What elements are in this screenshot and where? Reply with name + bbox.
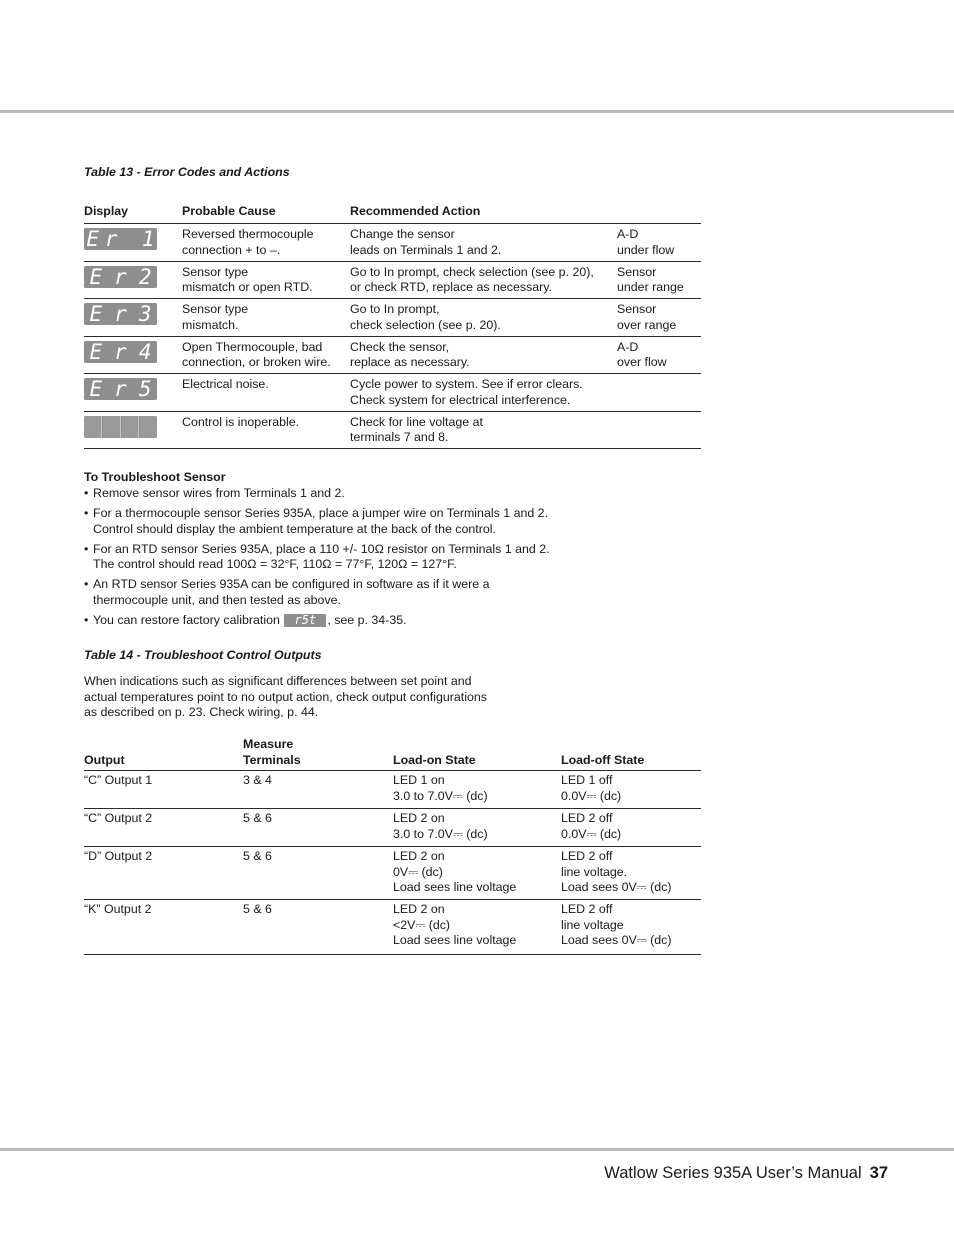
state-line: LED 2 on — [393, 811, 445, 825]
state-line: LED 2 off — [561, 902, 613, 916]
terminals: 3 & 4 — [243, 773, 272, 787]
lcd-digit: 2 — [133, 266, 157, 288]
load-off-state — [561, 773, 621, 804]
list-item-text: thermocouple unit, and then tested as above. — [93, 592, 341, 607]
intro-line: actual temperatures point to no output action, check output configurations — [84, 689, 487, 704]
page-number: 37 — [869, 1164, 888, 1182]
table14-caption: Table 14 - Troubleshoot Control Outputs — [84, 648, 322, 662]
note-line: A-D — [617, 227, 639, 241]
action-line: check selection (see p. 20). — [350, 317, 501, 332]
action-line: Change the sensor — [350, 227, 455, 241]
lcd-digit: 4 — [133, 341, 157, 363]
state-line: Load sees 0V⎓ (dc) — [561, 880, 672, 894]
footer-title: Watlow Series 935A User’s Manual — [604, 1164, 862, 1182]
terminals: 5 & 6 — [243, 902, 272, 916]
bottom-rule — [0, 1148, 954, 1151]
action-line: Check for line voltage at — [350, 414, 483, 429]
header-line: Measure — [243, 737, 294, 751]
action-line: Go to In prompt, — [350, 302, 440, 316]
page-footer — [604, 1163, 888, 1183]
state-line: Load sees 0V⎓ (dc) — [561, 933, 672, 947]
intro-line: as described on p. 23. Check wiring, p. 44. — [84, 705, 319, 719]
recommended-action — [350, 415, 483, 446]
lcd-digit: E — [84, 266, 108, 288]
cause-line: connection + to –. — [182, 242, 281, 257]
output-name: “K” Output 2 — [84, 902, 152, 916]
lcd-digit — [121, 228, 139, 250]
table-row — [84, 299, 701, 337]
recommended-action — [350, 265, 594, 296]
lcd-digit: r — [109, 303, 133, 325]
note-line: over flow — [617, 355, 667, 369]
probable-cause — [182, 340, 331, 371]
list-item-text: , see p. 34-35. — [327, 612, 407, 627]
state-line: LED 2 on — [393, 849, 445, 863]
restore-code-display: r5t — [284, 614, 326, 627]
cause-line: Sensor type — [182, 264, 249, 279]
error-display-er2 — [84, 266, 157, 288]
header-output: Output — [84, 752, 125, 767]
note-line: Sensor — [617, 302, 657, 316]
header-display: Display — [84, 204, 129, 218]
load-off-state — [561, 849, 671, 896]
action-line: Check system for electrical interference. — [350, 392, 571, 407]
probable-cause — [182, 377, 269, 393]
action-line: Check the sensor, — [350, 339, 450, 354]
header-load-off: Load-off State — [561, 752, 645, 767]
lcd-digit: 1 — [140, 228, 158, 250]
table-header-row — [84, 204, 701, 224]
error-display-er4 — [84, 341, 157, 363]
state-line: Load sees line voltage — [393, 880, 517, 894]
lcd-digit: E — [84, 341, 108, 363]
lcd-digit — [103, 416, 121, 438]
error-note — [617, 340, 667, 371]
lcd-digit: E — [84, 378, 108, 400]
lcd-digit: 5 — [133, 378, 157, 400]
table-row — [84, 262, 701, 300]
table-row — [84, 337, 701, 375]
state-line: 0V⎓ (dc) — [393, 864, 443, 879]
note-line: under range — [617, 280, 684, 294]
note-line: over range — [617, 317, 677, 332]
state-line: LED 1 on — [393, 773, 445, 787]
probable-cause — [182, 415, 299, 431]
list-item — [84, 542, 604, 573]
error-note — [617, 265, 684, 296]
load-off-state — [561, 902, 671, 949]
cause-line: Reversed thermocouple — [182, 227, 314, 241]
state-line: <2V⎓ (dc) — [393, 917, 451, 932]
list-item-text: Control should display the ambient temperature at the back of the control. — [93, 521, 496, 536]
output-name: “C” Output 2 — [84, 811, 153, 825]
load-off-state — [561, 811, 621, 842]
troubleshoot-heading: To Troubleshoot Sensor — [84, 470, 226, 484]
terminals: 5 & 6 — [243, 849, 272, 863]
recommended-action — [350, 340, 470, 371]
error-display-er5 — [84, 378, 157, 400]
list-item — [84, 613, 604, 629]
cause-line: Sensor type — [182, 302, 249, 316]
lcd-digit: E — [84, 228, 102, 250]
error-note — [617, 227, 674, 258]
cause-line: Open Thermocouple, bad — [182, 339, 323, 354]
state-line: line voltage. — [561, 864, 628, 879]
error-note — [617, 302, 676, 333]
state-line: LED 1 off — [561, 773, 613, 787]
terminals: 5 & 6 — [243, 811, 272, 825]
table-row — [84, 809, 701, 847]
blank-display — [84, 416, 157, 438]
action-line: leads on Terminals 1 and 2. — [350, 242, 502, 257]
action-line: Go to In prompt, check selection (see p. 20), — [350, 264, 594, 279]
header-recommended-action: Recommended Action — [350, 204, 481, 218]
cause-line: Electrical noise. — [182, 377, 269, 391]
state-line: 3.0 to 7.0V⎓ (dc) — [393, 788, 488, 803]
probable-cause — [182, 265, 313, 296]
table-row — [84, 412, 701, 450]
list-item-text: • For a thermocouple sensor Series 935A, place a jumper wire on Terminals 1 and 2. — [93, 506, 549, 520]
state-line: LED 2 on — [393, 902, 445, 916]
top-rule — [0, 110, 954, 113]
table-row — [84, 900, 701, 955]
recommended-action — [350, 227, 501, 258]
state-line: 0.0V⎓ (dc) — [561, 826, 622, 841]
action-line: Cycle power to system. See if error clears. — [350, 377, 583, 391]
list-item — [84, 577, 604, 608]
header-line: Terminals — [243, 752, 301, 767]
header-probable-cause: Probable Cause — [182, 204, 276, 218]
state-line: 3.0 to 7.0V⎓ (dc) — [393, 826, 488, 841]
load-on-state — [393, 773, 488, 804]
error-codes-table — [84, 204, 701, 449]
header-measure-terminals — [243, 737, 301, 768]
error-display-er1 — [84, 228, 157, 250]
cause-line: Control is inoperable. — [182, 414, 300, 429]
load-on-state — [393, 902, 516, 949]
lcd-digit — [84, 416, 102, 438]
probable-cause — [182, 227, 314, 258]
lcd-digit: 3 — [133, 303, 157, 325]
note-line: A-D — [617, 339, 639, 354]
cause-line: connection, or broken wire. — [182, 355, 331, 369]
lcd-digit — [122, 416, 140, 438]
control-outputs-table — [84, 735, 701, 955]
table-row — [84, 847, 701, 900]
recommended-action — [350, 302, 501, 333]
note-line: Sensor — [617, 264, 657, 279]
output-name: “C” Output 1 — [84, 773, 153, 787]
lcd-digit — [140, 416, 157, 438]
lcd-digit: E — [84, 303, 108, 325]
lcd-digit: r — [103, 228, 121, 250]
state-line: Load sees line voltage — [393, 933, 517, 947]
load-on-state — [393, 811, 488, 842]
probable-cause — [182, 302, 248, 333]
table14-intro — [84, 674, 504, 721]
lcd-digit: r — [109, 266, 133, 288]
header-load-on: Load-on State — [393, 752, 476, 767]
list-item-text: • An RTD sensor Series 935A can be configured in software as if it were a — [93, 577, 490, 591]
error-display-er3 — [84, 303, 157, 325]
output-name: “D” Output 2 — [84, 849, 153, 863]
recommended-action — [350, 377, 583, 408]
table-row — [84, 374, 701, 412]
state-line: 0.0V⎓ (dc) — [561, 788, 622, 803]
list-item-text: • For an RTD sensor Series 935A, place a 110 +/- 10Ω resistor on Terminals 1 and 2. — [93, 541, 550, 556]
table-row — [84, 224, 701, 262]
list-item-text: You can restore factory calibration — [93, 612, 284, 627]
list-item — [84, 506, 604, 537]
lcd-digit: r — [109, 378, 133, 400]
table-header-row — [84, 735, 701, 771]
list-item-text: The control should read 100Ω = 32°F, 110Ω = 77°F, 120Ω = 127°F. — [93, 557, 457, 571]
load-on-state — [393, 849, 516, 896]
list-item — [84, 486, 604, 502]
cause-line: mismatch. — [182, 317, 239, 332]
state-line: LED 2 off — [561, 849, 613, 863]
troubleshoot-list — [84, 486, 604, 633]
list-item-text: • Remove sensor wires from Terminals 1 and 2. — [93, 486, 345, 500]
cause-line: mismatch or open RTD. — [182, 280, 313, 294]
state-line: line voltage — [561, 917, 624, 932]
action-line: terminals 7 and 8. — [350, 430, 449, 444]
intro-line: When indications such as significant differences between set point and — [84, 674, 472, 688]
action-line: replace as necessary. — [350, 355, 470, 369]
action-line: or check RTD, replace as necessary. — [350, 280, 553, 294]
table13-caption: Table 13 - Error Codes and Actions — [84, 165, 290, 179]
lcd-digit: r — [109, 341, 133, 363]
table-row — [84, 771, 701, 809]
state-line: LED 2 off — [561, 811, 613, 825]
note-line: under flow — [617, 242, 675, 257]
